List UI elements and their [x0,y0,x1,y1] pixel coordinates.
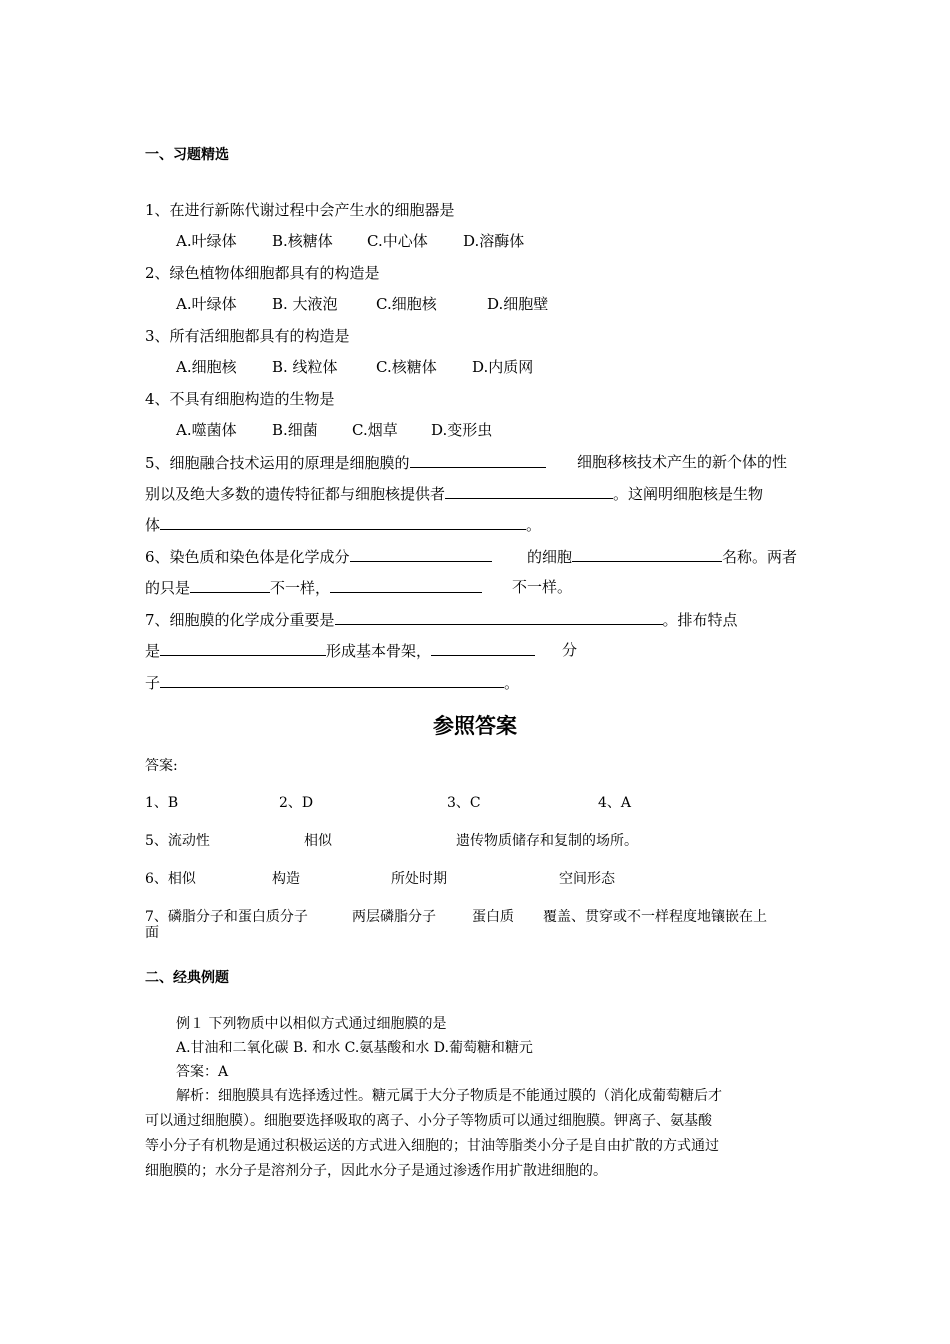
question-5-line-3 [145,514,541,535]
q7-text-4: 形成基本骨架， [326,642,432,660]
question-7-line-2 [145,640,535,661]
answer-2: 2、D [279,795,314,811]
q7-blank-2[interactable] [160,640,326,656]
analysis-line-4: 细胞膜的；水分子是溶剂分子，因此水分子是通过渗透作用扩散进细胞的。 [145,1163,607,1179]
q2-option-a: A.叶绿体 [176,295,237,313]
q4-option-c: C.烟草 [352,421,398,439]
q1-option-b: B.核糖体 [272,232,333,250]
answers-label: 答案: [145,758,178,774]
question-6-line-2 [145,577,482,598]
q6-text-2: 的细胞 [527,548,573,566]
q5-text-3: 别以及绝大多数的遗传特征都与细胞核提供者 [145,485,446,503]
q6-blank-1[interactable] [350,546,492,562]
q5-blank-2[interactable] [445,483,613,499]
answer-7-wrap: 面 [145,925,159,941]
q7-text: 7、细胞膜的化学成分重要是 [145,611,335,629]
q6-text: 6、染色质和染色体是化学成分 [145,548,350,566]
question-5-line-2 [145,483,763,504]
answer-5-part-3: 遗传物质储存和复制的场所。 [456,833,638,849]
example-answer: 答案：A [176,1064,229,1080]
q5-text-2: 细胞移核技术产生的新个体的性 [577,453,788,471]
q7-blank-3[interactable] [431,640,535,656]
answer-6-part-1: 6、相似 [145,871,196,887]
q7-blank-1[interactable] [335,609,663,625]
q6-blank-3[interactable] [190,577,270,593]
section-heading-exercises: 一、习题精选 [145,147,229,163]
analysis-line-3: 等小分子有机物是通过积极运送的方式进入细胞的；甘油等脂类小分子是自由扩散的方式通过 [145,1138,719,1154]
q5-text: 5、细胞融合技术运用的原理是细胞膜的 [145,454,410,472]
q6-line-1-right [527,546,797,567]
q2-option-d: D.细胞壁 [487,295,549,313]
q7-text-7: 。 [504,674,520,692]
question-6-line-1 [145,546,492,567]
q6-text-6: 不一样。 [512,578,573,596]
q2-option-b: B. 大液泡 [272,295,338,313]
question-5-line-1 [145,452,546,473]
q3-option-a: A.细胞核 [176,358,237,376]
q3-option-c: C.核糖体 [376,358,437,376]
answer-7-part-4: 覆盖、贯穿或不一样程度地镶嵌在上 [543,909,767,925]
answer-7-part-1: 7、磷脂分子和蛋白质分子 [145,909,308,925]
q5-blank-3[interactable] [160,514,526,530]
q5-text-6: 。 [526,516,542,534]
q4-option-d: D.变形虫 [431,421,493,439]
q1-option-a: A.叶绿体 [176,232,237,250]
analysis-line-1: 解析：细胞膜具有选择透过性。糖元属于大分子物质是不能通过膜的（消化成葡萄糖后才 [176,1088,722,1104]
answer-7-part-2: 两层磷脂分子 [352,909,436,925]
question-7-line-1 [145,609,738,630]
question-7-line-3 [145,672,519,693]
q7-text-2: 。排布特点 [662,611,738,629]
answer-6-part-2: 构造 [272,871,300,887]
answer-7-part-3: 蛋白质 [472,909,514,925]
answer-6-part-3: 所处时期 [391,871,447,887]
question-1-stem: 1、在进行新陈代谢过程中会产生水的细胞器是 [145,201,455,219]
example-options: A.甘油和二氧化碳 B. 和水 C.氨基酸和水 D.葡萄糖和糖元 [176,1040,533,1056]
q6-text-4: 的只是 [145,579,191,597]
analysis-line-2: 可以通过细胞膜）。细胞要选择吸取的离子、小分子等物质可以通过细胞膜。钾离子、氨基酸 [145,1113,712,1129]
q3-option-d: D.内质网 [472,358,534,376]
answer-5-part-1: 5、流动性 [145,833,210,849]
answers-title: 参照答案 [433,714,517,738]
q7-blank-4[interactable] [160,672,504,688]
q6-blank-2[interactable] [572,546,722,562]
answer-1: 1、B [145,795,179,811]
q4-option-a: A.噬菌体 [176,421,237,439]
answer-5-part-2: 相似 [304,833,332,849]
q7-text-5: 分 [562,641,578,659]
question-2-stem: 2、绿色植物体细胞都具有的构造是 [145,264,380,282]
q4-option-b: B.细菌 [272,421,318,439]
answer-4: 4、A [598,795,632,811]
example-stem: 例１ 下列物质中以相似方式通过细胞膜的是 [176,1016,447,1032]
answer-6-part-4: 空间形态 [559,871,615,887]
q3-option-b: B. 线粒体 [272,358,338,376]
q5-text-4: 。这阐明细胞核是生物 [613,485,764,503]
q1-option-c: C.中心体 [367,232,428,250]
q7-text-6: 子 [145,674,161,692]
section-heading-examples: 二、经典例题 [145,970,229,986]
q7-text-3: 是 [145,642,161,660]
question-4-stem: 4、不具有细胞构造的生物是 [145,390,335,408]
question-3-stem: 3、所有活细胞都具有的构造是 [145,327,350,345]
answer-3: 3、C [447,795,481,811]
q6-text-5: 不一样， [270,579,331,597]
q6-blank-4[interactable] [330,577,482,593]
q2-option-c: C.细胞核 [376,295,437,313]
q5-blank-1[interactable] [410,452,546,468]
q5-text-5: 体 [145,516,161,534]
q6-text-3: 名称。两者 [722,548,798,566]
q1-option-d: D.溶酶体 [463,232,525,250]
